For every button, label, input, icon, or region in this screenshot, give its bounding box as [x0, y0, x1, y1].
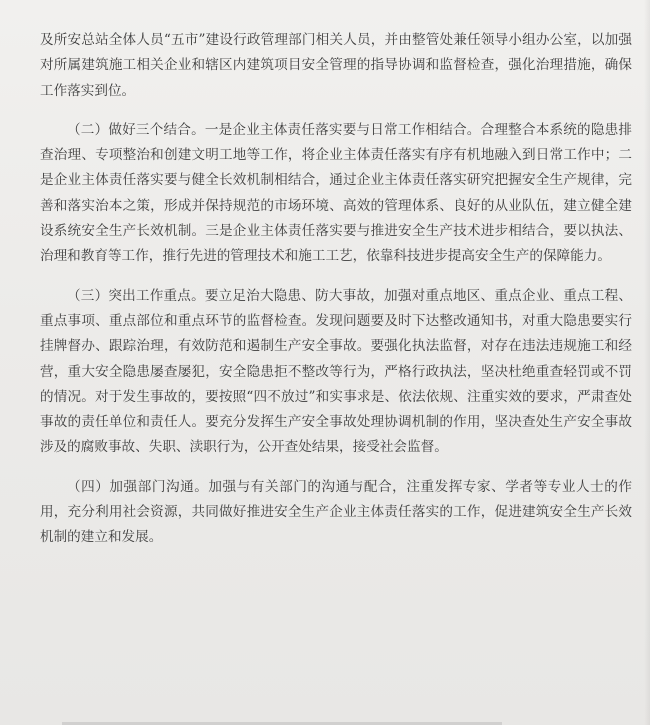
paragraph-section-four: （四）加强部门沟通。加强与有关部门的沟通与配合，注重发挥专家、学者等专业人士的作用，充分利用社会资源，共同做好推进安全生产企业主体责任落实的工作，促进建筑安全生产长效机制的建立和发展。 — [40, 478, 632, 546]
paragraph-section-three: （三）突出工作重点。要立足治大隐患、防大事故，加强对重点地区、重点企业、重点工程、重点事项、重点部位和重点环节的监督检查。发现问题要及时下达整改通知书，对重大隐患要实行挂牌督办、跟踪治理，有效防范和遏制生产安全事故。要强化执法监督，对存在违法违规施工和经营，重大安全隐患屡查屡犯，安全隐患拒不整改等行为，严格行政执法，坚决杜绝重查轻罚或不罚的情况。对于发生事故的，要按照“四不放过”和实事求是、依法依规、注重实效的要求，严肃查处事故的责任单位和责任人。要充分发挥生产安全事故处理协调机制的作用，坚决查处生产安全事故涉及的腐败事故、失职、渎职行为，公开查处结果，接受社会监督。 — [40, 287, 632, 456]
paragraph-leading-continuation: 及所安总站全体人员“五市”建设行政管理部门相关人员，并由整管处兼任领导小组办公室，以加强对所属建筑施工相关企业和辖区内建筑项目安全管理的指导协调和监督检查，强化治理措施，确保工作落实到位。 — [40, 32, 632, 99]
page-edge-shadow — [644, 0, 650, 725]
document-body — [40, 28, 632, 565]
paragraph-section-two: （二）做好三个结合。一是企业主体责任落实要与日常工作相结合。合理整合本系统的隐患排查治理、专项整治和创建文明工地等工作，将企业主体责任落实有序有机地融入到日常工作中；二是企业主体责任落实要与健全长效机制相结合，通过企业主体责任落实研究把握安全生产规律，完善和落实治本之策，形成并保持规范的市场环境、高效的管理体系、良好的从业队伍，建立健全建设系统安全生产长效机制。三是企业主体责任落实要与推进安全生产技术进步相结合，要以执法、治理和教育等工作，推行先进的管理技术和施工工艺，依靠科技进步提高安全生产的保障能力。 — [40, 121, 632, 265]
